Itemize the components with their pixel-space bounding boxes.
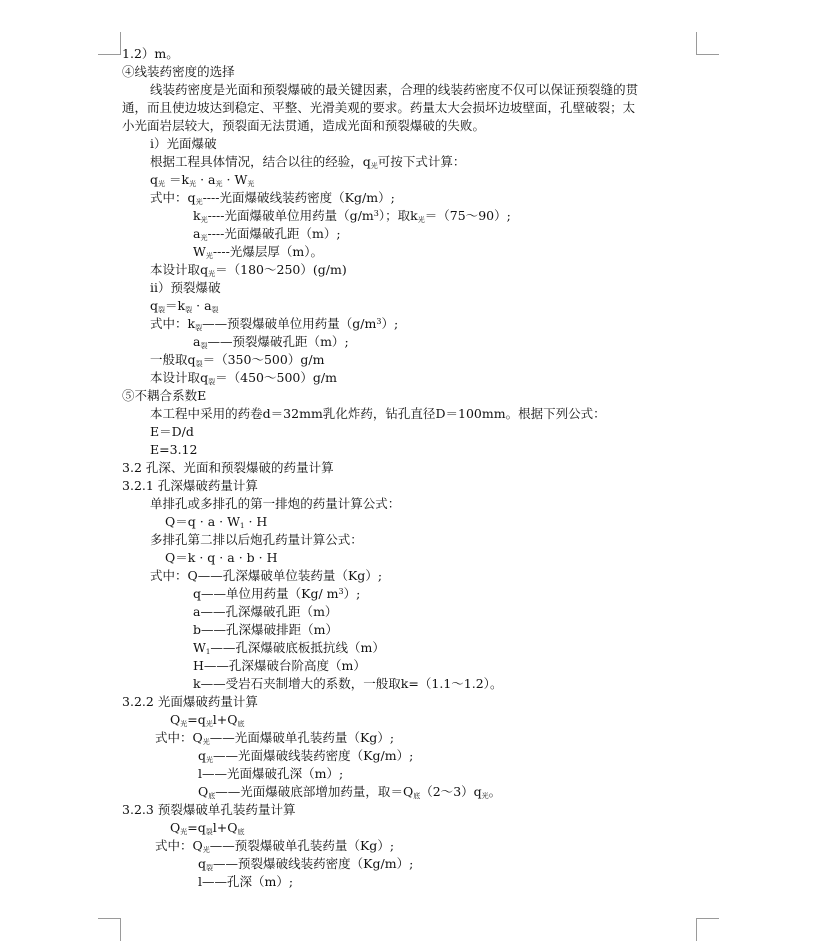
text-line bbox=[193, 585, 360, 603]
text-line bbox=[150, 495, 400, 513]
text-line bbox=[122, 477, 258, 495]
text-line bbox=[193, 675, 502, 693]
text-line-content: 单排孔或多排孔的第一排炮的药量计算公式： bbox=[150, 496, 401, 511]
text-line bbox=[150, 405, 606, 423]
text-line bbox=[122, 99, 635, 117]
text-line bbox=[193, 621, 338, 639]
text-line bbox=[150, 423, 194, 441]
text-line-content: $Q_底——$光面爆破底部增加药量，取$=Q_底(2\sim 3)q_光$。 bbox=[198, 784, 502, 800]
text-line-content: b——孔深爆破排距（m） bbox=[193, 622, 338, 637]
text-line-content: Q＝k · q · a · b · H bbox=[165, 550, 278, 565]
text-line-content: $q_裂——$预裂爆破线装药密度（Kg/m）; bbox=[198, 856, 414, 872]
corner-crop-mark bbox=[696, 32, 719, 55]
text-line bbox=[150, 189, 395, 207]
text-line-content: $a_裂——$预裂爆破孔距（m）; bbox=[193, 334, 349, 350]
text-line bbox=[198, 873, 293, 891]
text-line-content: 式中：Q——孔深爆破单位装药量（Kg）; bbox=[150, 568, 383, 583]
text-line-content: l——孔深（m）; bbox=[198, 874, 294, 889]
text-line bbox=[122, 45, 179, 63]
text-line-content: $Q=q \cdot a \cdot W_1 \cdot H$ bbox=[165, 514, 268, 530]
text-line-content: ii）预裂爆破 bbox=[150, 280, 221, 295]
text-line-content: i）光面爆破 bbox=[150, 136, 217, 151]
text-line-content: $Q_光=q_裂l+Q_底$ bbox=[170, 820, 245, 836]
text-line bbox=[122, 693, 258, 711]
text-line bbox=[122, 387, 206, 405]
text-line-content: $Q_光=q_光l+Q_底$ bbox=[170, 712, 245, 728]
text-line-content: 小光面岩层较大，预裂面无法贯通，造成光面和预裂爆破的失败。 bbox=[122, 118, 485, 133]
text-line-content: $q_裂=k_裂 \cdot a_裂$ bbox=[150, 298, 219, 314]
text-line bbox=[150, 531, 363, 549]
text-line-content: 1.2）m。 bbox=[122, 46, 179, 61]
text-line-content: 本工程中采用的药卷d＝32mm乳化炸药，钻孔直径D＝100mm。根据下列公式： bbox=[150, 406, 606, 421]
text-line-content: 根据工程具体情况，结合以往的经验，$q_光$可按下式计算： bbox=[150, 154, 466, 170]
text-line bbox=[150, 279, 221, 297]
text-line bbox=[150, 567, 382, 585]
corner-crop-mark bbox=[696, 918, 719, 941]
text-line bbox=[155, 837, 394, 855]
text-line-content: 3.2 孔深、光面和预裂爆破的药量计算 bbox=[122, 460, 334, 475]
text-line-content: $k_光----$光面爆破单位用药量$(g/m^3)$；取$k_光=(75\sim 90)$; bbox=[193, 208, 511, 224]
text-line-content: ⑤不耦合系数E bbox=[122, 388, 207, 403]
text-line-content: 线装药密度是光面和预裂爆破的最关键因素，合理的线装药密度不仅可以保证预裂缝的贯 bbox=[150, 82, 639, 97]
text-line bbox=[150, 135, 217, 153]
text-line bbox=[198, 855, 413, 873]
text-line bbox=[193, 657, 366, 675]
text-line-content: 3.2.2 光面爆破药量计算 bbox=[122, 694, 258, 709]
text-line bbox=[193, 207, 511, 225]
text-line-content: k——受岩石夹制增大的系数，一般取k=（1.1～1.2）。 bbox=[193, 676, 503, 691]
text-line bbox=[150, 171, 254, 189]
text-line bbox=[170, 711, 244, 729]
corner-crop-mark bbox=[98, 32, 121, 55]
text-line bbox=[122, 63, 235, 81]
text-line-content: 通，而且使边坡达到稳定、平整、光滑美观的要求。药量太大会损坏边坡壁面，孔壁破裂；太 bbox=[122, 100, 636, 115]
text-line bbox=[122, 459, 334, 477]
text-line-content: 本设计取$q_裂=(450\sim 500)g/m$ bbox=[150, 370, 337, 386]
text-line bbox=[170, 819, 244, 837]
text-line bbox=[198, 765, 343, 783]
text-line-content: 式中：$q_光----$光面爆破线装药密度（Kg/m）; bbox=[150, 190, 395, 206]
text-line-content: a——孔深爆破孔距（m） bbox=[193, 604, 338, 619]
text-line bbox=[150, 351, 324, 369]
text-line bbox=[198, 783, 501, 801]
text-line bbox=[193, 639, 385, 657]
text-line-content: 式中：$k_裂——$预裂爆破单位用药量$(g/m^3)$; bbox=[150, 316, 399, 332]
text-line bbox=[150, 153, 465, 171]
text-line bbox=[150, 81, 638, 99]
text-line bbox=[150, 369, 337, 387]
text-line bbox=[155, 729, 394, 747]
text-line-content: $a_光----$光面爆破孔距（m）; bbox=[193, 226, 341, 242]
text-line bbox=[193, 243, 323, 261]
text-line bbox=[122, 117, 485, 135]
text-line bbox=[122, 801, 295, 819]
corner-crop-mark bbox=[98, 918, 121, 941]
text-line bbox=[150, 441, 197, 459]
text-line bbox=[150, 297, 219, 315]
text-line bbox=[198, 747, 413, 765]
text-line bbox=[150, 261, 347, 279]
text-line bbox=[193, 333, 349, 351]
text-line-content: 3.2.1 孔深爆破药量计算 bbox=[122, 478, 258, 493]
text-line-content: 多排孔第二排以后炮孔药量计算公式： bbox=[150, 532, 363, 547]
text-line-content: H——孔深爆破台阶高度（m） bbox=[193, 658, 366, 673]
text-line-content: $q_光——$光面爆破线装药密度（Kg/m）; bbox=[198, 748, 414, 764]
text-line-content: E＝D/d bbox=[150, 424, 194, 439]
text-line bbox=[165, 513, 267, 531]
text-line-content: 一般取$q_裂=(350\sim 500)g/m$ bbox=[150, 352, 325, 368]
text-line-content: $W_光----$光爆层厚（m）。 bbox=[193, 244, 324, 260]
text-line bbox=[193, 603, 337, 621]
text-line-content: q——单位用药量（Kg/ $m^3$）; bbox=[193, 586, 361, 601]
text-line-content: E=3.12 bbox=[150, 442, 198, 457]
text-line-content: 3.2.3 预裂爆破单孔装药量计算 bbox=[122, 802, 296, 817]
text-line-content: l——光面爆破孔深（m）; bbox=[198, 766, 344, 781]
text-line-content: 本设计取$q_光=(180\sim 250)(g/m)$ bbox=[150, 262, 347, 278]
text-line bbox=[193, 225, 341, 243]
text-line-content: ④线装药密度的选择 bbox=[122, 64, 235, 79]
text-line-content: 式中：$Q_光——$预裂爆破单孔装药量（Kg）; bbox=[155, 838, 395, 854]
text-line bbox=[165, 549, 278, 567]
text-line-content: $q_光 =k_光 \cdot a_光 \cdot W_光$ bbox=[150, 172, 255, 188]
text-line-content: 式中：$Q_光——$光面爆破单孔装药量（Kg）; bbox=[155, 730, 395, 746]
text-line bbox=[150, 315, 398, 333]
text-line-content: $W_1——$孔深爆破底板抵抗线（m） bbox=[193, 640, 385, 656]
